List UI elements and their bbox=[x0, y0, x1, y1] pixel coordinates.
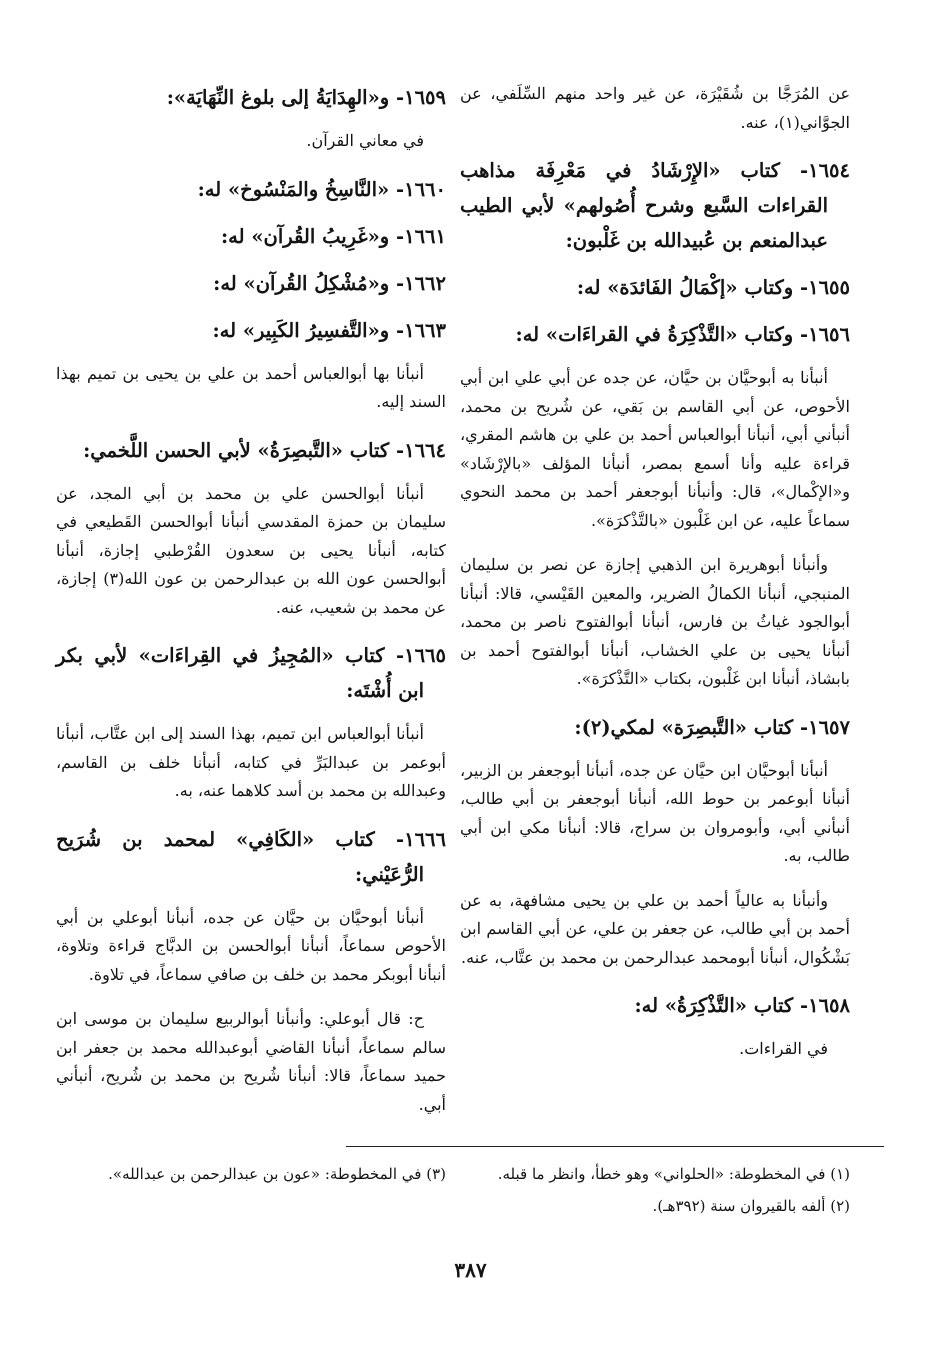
entry-heading: ١٦٦٦- كتاب «الكَافِي» لمحمد بن شُرَيح الرُّعَيْني: bbox=[56, 827, 446, 886]
page-number: ٣٨٧ bbox=[454, 1258, 487, 1282]
footnotes-left bbox=[56, 1158, 446, 1190]
entry-heading: ١٦٥٩- و«الهِدَايَةُ إلى بلوغ النِّهَايَة»: bbox=[166, 86, 446, 109]
body-paragraph: أنبأنا بها أبوالعباس أحمد بن علي بن يحيى بن تميم بهذا السند إليه. bbox=[56, 363, 446, 411]
entry-heading: ١٦٦٠- «النَّاسِخُ والمَنْسُوخ» له: bbox=[197, 177, 446, 201]
entry-heading: ١٦٦٢- و«مُشْكِلُ القُرآن» له: bbox=[213, 271, 446, 295]
body-paragraph: أنبأنا أبوحيَّان بن حيَّان عن جده، أنبأنا أبوعلي بن أبي الأحوص سماعاً، أنبأنا أبوالحسن بن الدبَّاج قراءة وتلاوة، أنبأنا أبوبكر محمد بن خلف بن صافي سماعاً، في تلاوة. bbox=[56, 907, 446, 984]
entry-heading: ١٦٥٦- وكتاب «التَّذْكِرَةُ في القراءَات» له: bbox=[515, 323, 850, 346]
entry-heading: ١٦٦١- و«غَرِيبُ القُرآن» له: bbox=[220, 224, 446, 248]
footnote-separator bbox=[346, 1146, 884, 1147]
body-paragraph: وأنبأنا أبوهريرة ابن الذهبي إجازة عن نصر بن سليمان المنبجي، أنبأنا الكمالُ الضرير، والمعين القَيْسي، قالا: أنبأنا أبوالجود غياثُ بن فارس، أنبأنا أبوالفتوح ناصر بن محمد، أنبأنا يحيى بن علي الخشاب، أنبأنا أبوالفتوح أحمد بن بابشاذ، أنبأنا ابن غَلْبون، بكتاب «التَّذْكرَة». bbox=[460, 555, 850, 688]
entry-heading: ١٦٦٤- كتاب «التَّبصِرَةُ» لأبي الحسن اللَّخمي: bbox=[83, 438, 446, 462]
body-paragraph: أنبأنا أبوالعباس ابن تميم، بهذا السند إلى ابن عتَّاب، أنبأنا أبوعمر بن عبدالبَرِّ في كتابه، أنبأنا خلف بن القاسم، وعبدالله بن محمد بن أسد كلاهما عنه، به. bbox=[56, 724, 446, 800]
right-text-column bbox=[460, 80, 850, 1080]
body-paragraph: أنبأنا به أبوحيَّان بن حيَّان، عن جده عن أبي علي ابن أبي الأحوص، عن أبي القاسم بن بَقي، عن شُريح بن محمد، أنبأني أبي، أنبأنا أبوالعباس أحمد بن علي بن هاشم المقري، قراءة عليه وأنا أسمع بمصر، أنبأنا المؤلف «بالإرْشَاد» و«الإكْمال»، قال: وأنبأنا أبوجعفر أحمد بن محمد النحوي سماعاً عليه، عن ابن غَلْبون «بالتَّذْكرَة». bbox=[460, 368, 850, 530]
entry-heading: ١٦٦٣- و«التَّفسِيرُ الكَبِير» له: bbox=[212, 318, 446, 342]
footnote: (١) في المخطوطة: «الحلواني» وهو خطأ، وانظر ما قبله. bbox=[497, 1165, 850, 1183]
entry-heading: ١٦٦٥- كتاب «المُجِيزُ في القِراءَات» لأبي بكر ابن أُشْتَه: bbox=[56, 644, 446, 702]
entry-heading: ١٦٥٨- كتاب «التَّذْكِرَةُ» له: bbox=[634, 994, 850, 1017]
body-paragraph: عن المُرَجَّا بن شُقَيْرَة، عن غير واحد منهم السِّلَفي، عن الجوَّاني(١)، عنه. bbox=[460, 84, 850, 132]
body-paragraph: في القراءات. bbox=[739, 1039, 828, 1058]
body-paragraph: ح: قال أبوعلي: وأنبأنا أبوالربيع سليمان بن موسى ابن سالم سماعاً، أنبأنا القاضي أبوعبدالله محمد بن جعفر ابن حميد سماعاً، قالا: أنبأنا شُريح بن محمد بن شُريح، أنبأني أبي. bbox=[56, 1009, 446, 1114]
footnote: (٣) في المخطوطة: «عون بن عبدالرحمن بن عبدالله». bbox=[108, 1165, 446, 1183]
entry-heading: ١٦٥٤- كتاب «الإِرْشَادُ في مَعْرِفَة مذاهب القراءات السَّبع وشرح أُصُولهم» لأبي الطيب عبدالمنعم بن عُبيدالله بن غَلْبون: bbox=[460, 159, 850, 252]
footnote: (٢) ألفه بالقيروان سنة (٣٩٢هـ). bbox=[652, 1197, 850, 1215]
entry-heading: ١٦٥٧- كتاب «التَّبصِرَة» لمكي(٢): bbox=[574, 715, 850, 739]
left-text-column bbox=[56, 80, 446, 1135]
body-paragraph: في معاني القرآن. bbox=[306, 131, 424, 150]
body-paragraph: أنبأنا أبوالحسن علي بن محمد بن أبي المجد، عن سليمان بن حمزة المقدسي أنبأنا أبوالحسن القَطيعي في كتابه، أنبأنا يحيى بن سعدون القُرْطبي إجازة، أنبأنا أبوالحسن عون الله بن عبدالرحمن بن عون الله(٣) إجازة، عن محمد بن شعيب، عنه. bbox=[56, 483, 446, 617]
body-paragraph: أنبأنا أبوحيَّان ابن حيَّان عن جده، أنبأنا أبوجعفر بن الزبير، أنبأنا أبوعمر بن حوط الله، أنبأنا أبوجعفر بن أبي طالب، أنبأني أبي، وأبومروان بن سراج، قالا: أنبأنا مكي ابن أبي طالب، به. bbox=[460, 760, 850, 865]
entry-heading: ١٦٥٥- وكتاب «إكْمَالُ الفَائدَة» له: bbox=[576, 276, 850, 299]
body-paragraph: وأنبأنا به عالياً أحمد بن علي بن يحيى مشافهة، به عن أحمد بن أبي طالب، عن جعفر بن علي، عن أبي القاسم ابن بَشْكُوال، أنبأنا أبومحمد عبدالرحمن بن محمد بن عتَّاب، عنه. bbox=[460, 890, 850, 967]
footnotes-right bbox=[460, 1158, 850, 1222]
